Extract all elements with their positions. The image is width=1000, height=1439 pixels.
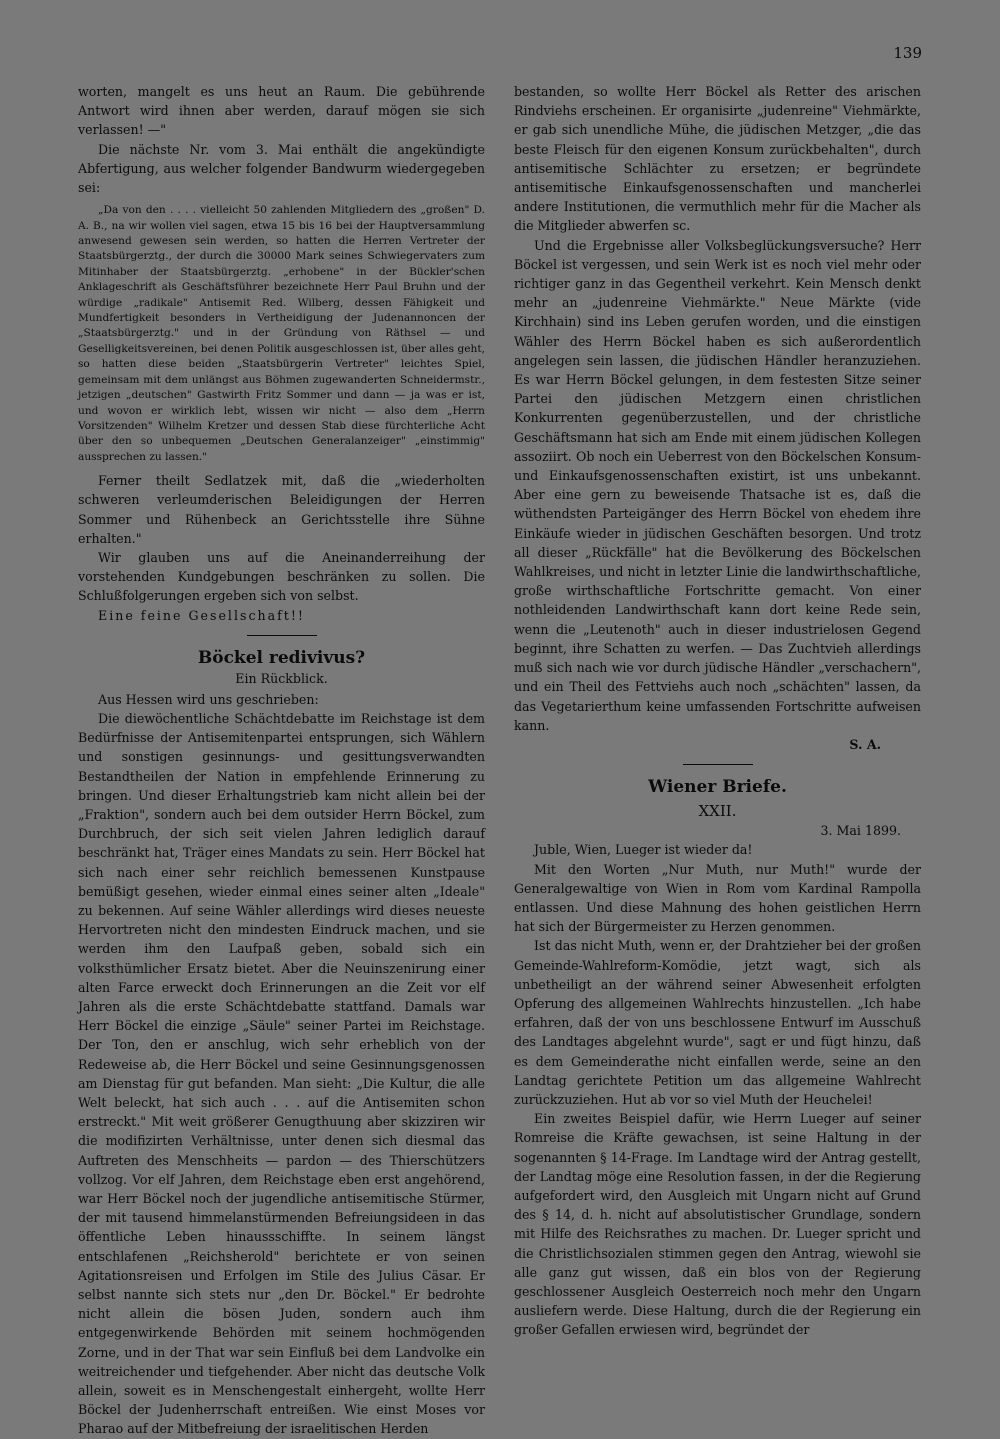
article-title: Böckel redivivus? (197, 647, 366, 668)
paragraph: Wir glauben uns auf die Aneinanderreihung der vorstehenden Kundgebungen beschränken zu sollen. Die Schlußfolgerungen ergeben sich von selbst. (78, 549, 485, 604)
paragraph: Juble, Wien, Lueger ist wieder da! (534, 842, 753, 858)
paragraph: Eine feine Gesellschaft!! (98, 607, 305, 623)
article-number: XXII. (698, 802, 737, 821)
section-divider (247, 635, 317, 636)
paragraph: Ferner theilt Sedlatzek mit, daß die „wiederholten schweren verleumderischen Beleidigungen der Herren Sommer und Rühenbeck an Gerichtsstelle ihre Sühne erhalten." (78, 473, 485, 546)
quoted-passage: „Da von den . . . . vielleicht 50 zahlenden Mitgliedern des „großen" D. A. B., na wir wollen viel sagen, etwa 15 bis 16 bei der Hauptversammlung anwesend gewesen sein werden, so hatten die Herren Vertreter der Staatsbürgerztg., der durch die 30000 Mark seines Schwiegervaters zum Mitinhaber der Staatsbürgerztg. „erhobene" in der Bückler'schen Anklageschrift als Geschäftsführer bezeichnete Herr Paul Bruhn und der würdige „radikale" Antisemit Red. Wilberg, dessen Fähigkeit und Mundfertigkeit besonders in Vertheidigung der Judenannoncen der „Staatsbürgerztg." und in der Gründung von Räthsel — und Geselligkeitsvereinen, bei denen Politik ausgeschlossen ist, über alles geht, so hatten diese beiden „Staatsbürgerin Vertreter" leichtes Spiel, gemeinsam mit dem unlängst aus Böhmen zugewanderten Schneidermstr., jetzigen „deutschen" Gastwirth Fritz Sommer und dann — ja was er ist, und wovon er wirklich lebt, wissen wir nicht — also dem „Herrn Vorsitzenden" Wilhelm Kretzer und dessen Stab diese fürchterliche Acht über den so unbequemen „Deutschen Generalanzeiger" „einstimmig" aussprechen zu lassen." (78, 204, 485, 463)
section-divider (683, 764, 753, 765)
page-number: 139 (893, 44, 922, 62)
paragraph: bestanden, so wollte Herr Böckel als Retter des arischen Rindviehs erscheinen. Er organisirte „judenreine" Viehmärkte, er gab sich unendliche Mühe, die jüdischen Metzger, „die das beste Fleisch für den eigenen Konsum zurückbehalten", durch antisemitische Schlächter zu ersetzen; er begründete antisemitische Einkaufsgenossenschaften und mancherlei andere Institutionen, die vermuthlich mehr für die Macher als die Mitglieder abwerfen sc. (514, 84, 921, 234)
paragraph: Die nächste Nr. vom 3. Mai enthält die angekündigte Abfertigung, aus welcher folgender Bandwurm wiedergegeben sei: (78, 141, 485, 196)
signature: S. A. (849, 736, 881, 752)
paragraph: Die diewöchentliche Schächtdebatte im Reichstage ist dem Bedürfnisse der Antisemitenpartei entsprungen, sich Wählern und sonstigen gesinnungs- und gesittungsverwandten Bestandtheilen der Nation in empfehlende Erinnerung zu bringen. Und dieser Erhaltungstrieb kam nicht allein bei der „Fraktion", sondern auch bei dem outsider Herrn Böckel, zum Durchbruch, der sich seit vielen Jahren lediglich darauf beschränkt hat, Träger eines Mandats zu sein. Herr Böckel hat sich nach einer sehr reichlich bemessenen Kunstpause bemüßigt gesehen, wieder einmal eines seiner alten „Ideale" zu bekennen. Auf seine Wähler allerdings wird dieses neueste Hervortreten nicht den mindesten Eindruck machen, und sie werden ihm den Laufpaß geben, sobald sich ein volksthümlicher Ersatz bietet. Aber die Neuinszenirung einer alten Farce erweckt doch Erinnerungen an die Zeit vor elf Jahren als die erste Schächtdebatte stattfand. Damals war Herr Böckel die einzige „Säule" seiner Partei im Reichstage. Der Ton, den er anschlug, wich sehr erheblich von der Redeweise ab, die Herr Böckel und seine Gesinnungsgenossen am Dienstag für gut befanden. Man sieht: „Die Kultur, die alle Welt beleckt, hat sich auch . . . auf die Antisemiten schon erstreckt." Mit weit größerer Genugthuung aber skizziren wir die modifizirten Verhältnisse, unter denen sich diesmal das Auftreten des Menschheits — pardon — des Thierschützers vollzog. Vor elf Jahren, dem Reichstage eben erst angehörend, war Herr Böckel noch der jugendliche antisemitische Stürmer, der mit tausend himmelanstürmenden Befreiungsideen in das öffentliche Leben hinaussschiffte. In seinem längst entschlafenen „Reichsherold" berichtete er von seinen Agitationsreisen und Erfolgen im Stile des Julius Cäsar. Er selbst nannte sich stets nur „den Dr. Böckel." Er bedrohte nicht allein die bösen Juden, sondern auch ihm entgegenwirkende Behörden mit seinem hochmögenden Zorne, und in der That war sein Einfluß bei dem Landvolke ein weitreichender und tiefgehender. Aber nicht das deutsche Volk allein, soweit es in Menschengestalt einhergeht, wollte Herr Böckel der Judenherrschaft entreißen. Wie einst Moses vor Pharao auf der Mitbefreiung der israelitischen Herden (78, 710, 485, 1437)
article-date: 3. Mai 1899. (820, 823, 901, 839)
left-column (78, 82, 485, 1439)
paragraph: Ein zweites Beispiel dafür, wie Herrn Lueger auf seiner Romreise die Kräfte gewachsen, ist seine Haltung in der sogenannten § 14-Frage. Im Landtage wird der Antrag gestellt, der Landtag möge eine Resolution fassen, in der die Regierung aufgefordert wird, den Ausgleich mit Ungarn nicht auf Grund des § 14, d. h. nicht auf absolutistischer Grundlage, sondern mit Hilfe des Reichsrathes zu machen. Dr. Lueger spricht und die Christlichsozialen stimmen gegen den Antrag, wiewohl sie alle ganz gut wissen, daß ein blos von der Regierung geschlossener Ausgleich Oesterreich noch mehr den Ungarn ausliefern werde. Diese Haltung, durch die der Regierung ein großer Gefallen erwiesen wird, begründet der (514, 1111, 921, 1338)
paragraph: Ist das nicht Muth, wenn er, der Drahtzieher bei der großen Gemeinde-Wahlreform-Komödie, jetzt wagt, sich als unbetheiligt an der während seiner Abwesenheit erfolgten Opferung des allgemeinen Wahlrechts hinzustellen. „Ich habe erfahren, daß der von uns beschlossene Entwurf im Ausschuß des Landtages abgelehnt wurde", sagt er und fügt hinzu, daß es dem Gemeinderathe nicht einfallen werde, seine an den Landtag gerichtete Petition um das allgemeine Wahlrecht zurückzuziehen. Hut ab vor so viel Muth der Heuchelei! (514, 938, 921, 1107)
paragraph: Und die Ergebnisse aller Volksbeglückungsversuche? Herr Böckel ist vergessen, und sein Werk ist es noch viel mehr oder richtiger ganz in das Gegentheil verkehrt. Kein Mensch denkt mehr an „judenreine Viehmärkte." Neue Märkte (vide Kirchhain) sind ins Leben gerufen worden, und die einstigen Wähler des Herrn Böckel haben es sich außerordentlich angelegen sein lassen, die jüdischen Händler heranzuziehen. Es war Herrn Böckel gelungen, in dem festesten Sitze seiner Partei den jüdischen Metzgern einen christlichen Konkurrenten gegenüberzustellen, und der christliche Geschäftsmann hat sich am Ende mit einem jüdischen Kollegen assoziirt. Ob noch ein Ueberrest von den Böckelschen Konsum- und Einkaufsgenossenschaften existirt, ist uns unbekannt. Aber eine gern zu beweisende Thatsache ist es, daß die wüthendsten Parteigänger des Herrn Böckel von ehedem ihre Einkäufe wieder in jüdischen Geschäften besorgen. Und trotz all dieser „Rückfälle" hat die Bevölkerung des Böckelschen Wahlkreises, und nicht in letzter Linie die landwirthschaftliche, große wirthschaftliche Fortschritte gemacht. Von einer nothleidenden Landwirthschaft kann dort keine Rede sein, wenn die „Leutenoth" auch in dieser industrielosen Gegend beginnt, ihre Schatten zu werfen. — Das Zuchtvieh allerdings muß sich nach wie vor durch jüdische Händler „verschachern", und ein Theil des Fettviehs auch noch „schächten" lassen, da das Vegetarierthum keine umfassenden Fortschritte aufweisen kann. (514, 237, 921, 733)
paragraph: Aus Hessen wird uns geschrieben: (98, 691, 319, 707)
paragraph: worten, mangelt es uns heut an Raum. Die gebührende Antwort wird ihnen aber werden, darauf mögen sie sich verlassen! —" (78, 84, 485, 138)
right-column (514, 82, 921, 1340)
article-subtitle: Ein Rückblick. (235, 670, 328, 686)
article-title: Wiener Briefe. (648, 777, 787, 798)
paragraph: Mit den Worten „Nur Muth, nur Muth!" wurde der Generalgewaltige von Wien in Rom vom Kardinal Rampolla entlassen. Und diese Mahnung des hohen geistlichen Herrn hat sich der Bürgermeister zu Herzen genommen. (514, 861, 921, 935)
